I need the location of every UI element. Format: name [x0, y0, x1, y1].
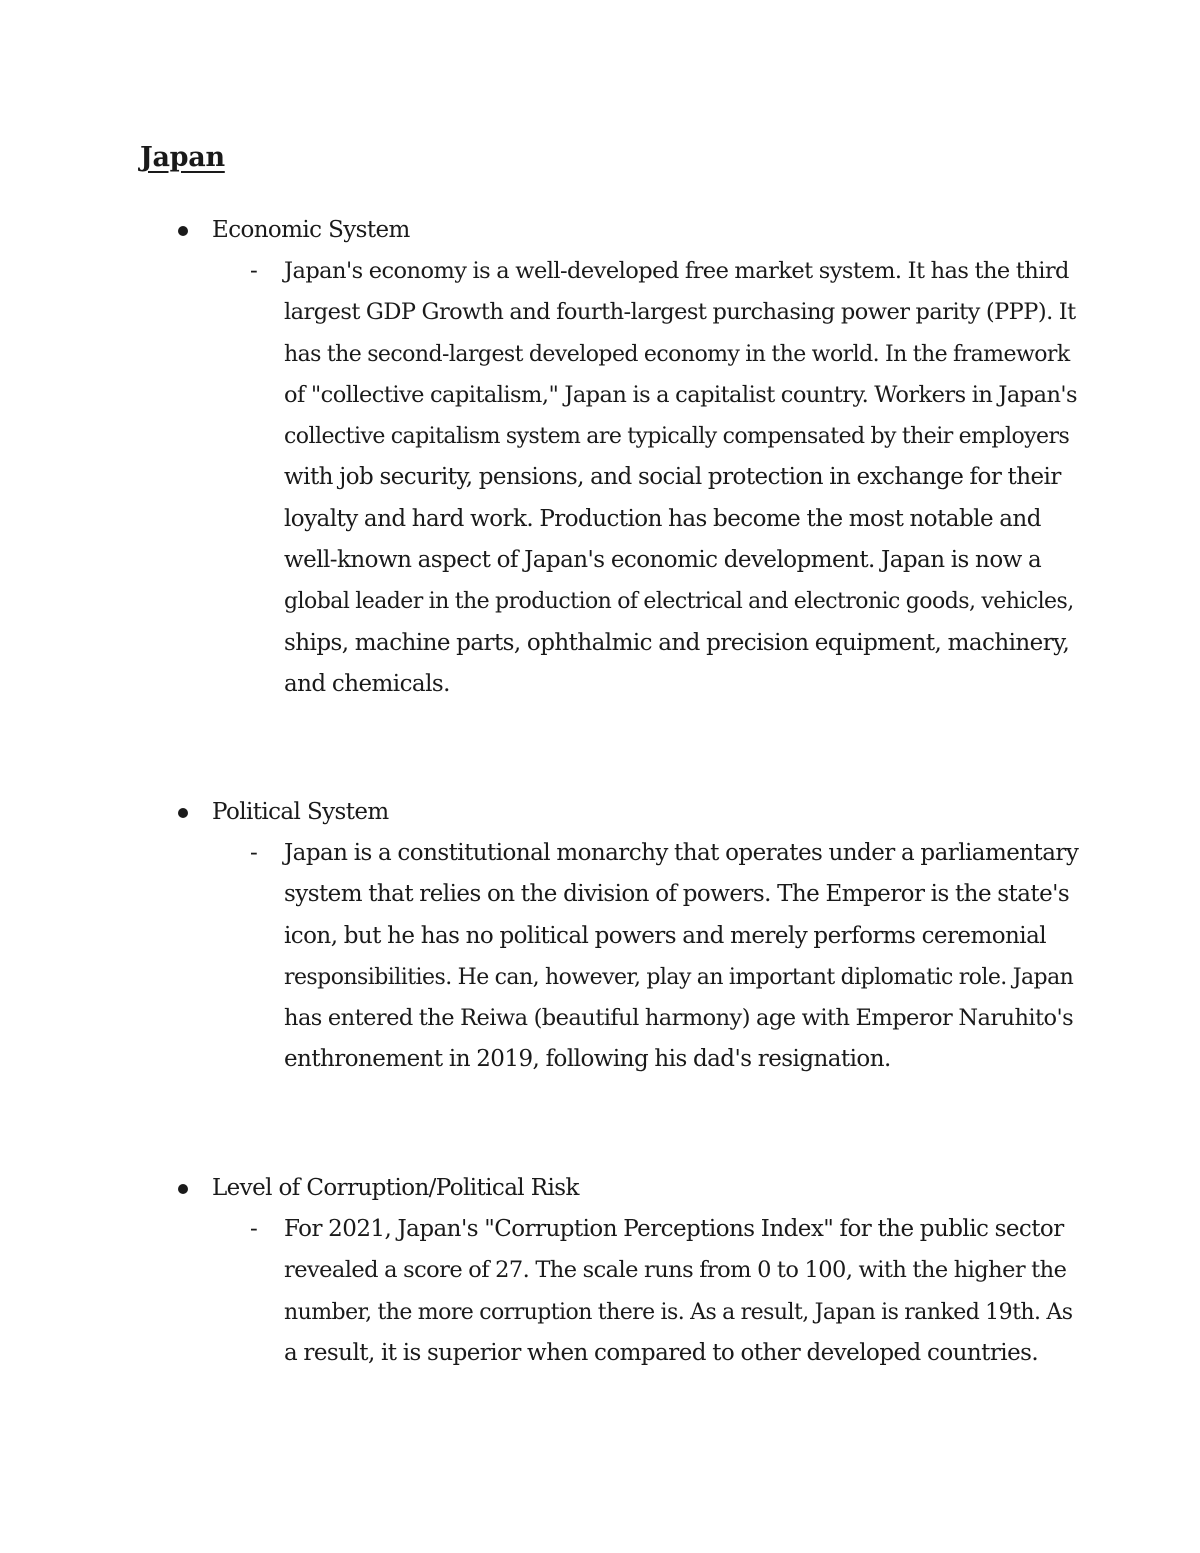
section-heading: Political System — [212, 799, 389, 825]
paragraph-line: global leader in the production of electrical and electronic goods, vehicles, — [284, 589, 1074, 615]
section-paragraph — [284, 251, 1078, 705]
paragraph-line: well-known aspect of Japan's economic development. Japan is now a — [284, 547, 1042, 574]
paragraph-line: number, the more corruption there is. As a result, Japan is ranked 19th. As — [284, 1299, 1073, 1325]
section-heading: Economic System — [212, 217, 410, 243]
paragraph-line: has the second-largest developed economy in the world. In the framework — [284, 341, 1070, 367]
paragraph-line: and chemicals. — [284, 670, 450, 697]
paragraph-line: Japan is a constitutional monarchy that operates under a parliamentary — [284, 840, 1079, 866]
section-heading: Level of Corruption/Political Risk — [212, 1175, 579, 1201]
dash-icon: - — [250, 1216, 258, 1242]
paragraph-line: loyalty and hard work. Production has become the most notable and — [284, 505, 1041, 532]
paragraph-line: Japan's economy is a well-developed free market system. It has the third — [284, 258, 1069, 284]
bullet-dot-icon — [178, 1184, 188, 1194]
paragraph-line: largest GDP Growth and fourth-largest purchasing power parity (PPP). It — [284, 299, 1076, 326]
bullet-item — [0, 792, 1200, 833]
paragraph-line: responsibilities. He can, however, play an important diplomatic role. Japan — [284, 964, 1074, 990]
dash-icon: - — [250, 258, 258, 284]
paragraph-line: ships, machine parts, ophthalmic and precision equipment, machinery, — [284, 629, 1070, 656]
paragraph-line: collective capitalism system are typically compensated by their employers — [284, 424, 1070, 450]
paragraph-line: has entered the Reiwa (beautiful harmony) age with Emperor Naruhito's — [284, 1005, 1074, 1032]
page-title: Japan — [140, 142, 225, 173]
section-paragraph — [284, 1209, 1074, 1374]
paragraph-line: system that relies on the division of powers. The Emperor is the state's — [284, 881, 1070, 908]
paragraph-line: icon, but he has no political powers and merely performs ceremonial — [284, 922, 1047, 949]
section-paragraph — [284, 833, 1079, 1081]
paragraph-line: revealed a score of 27. The scale runs from 0 to 100, with the higher the — [284, 1257, 1067, 1284]
paragraph-line: enthronement in 2019, following his dad's resignation. — [284, 1046, 891, 1073]
dash-icon: - — [250, 840, 258, 866]
bullet-dot-icon — [178, 226, 188, 236]
bullet-item — [0, 1168, 1200, 1209]
paragraph-line: For 2021, Japan's "Corruption Perceptions Index" for the public sector — [284, 1216, 1064, 1242]
paragraph-line: with job security, pensions, and social protection in exchange for their — [284, 464, 1061, 491]
paragraph-line: of "collective capitalism," Japan is a capitalist country. Workers in Japan's — [284, 381, 1078, 408]
paragraph-line: a result, it is superior when compared to other developed countries. — [284, 1339, 1039, 1366]
bullet-item — [0, 210, 1200, 251]
bullet-dot-icon — [178, 808, 188, 818]
